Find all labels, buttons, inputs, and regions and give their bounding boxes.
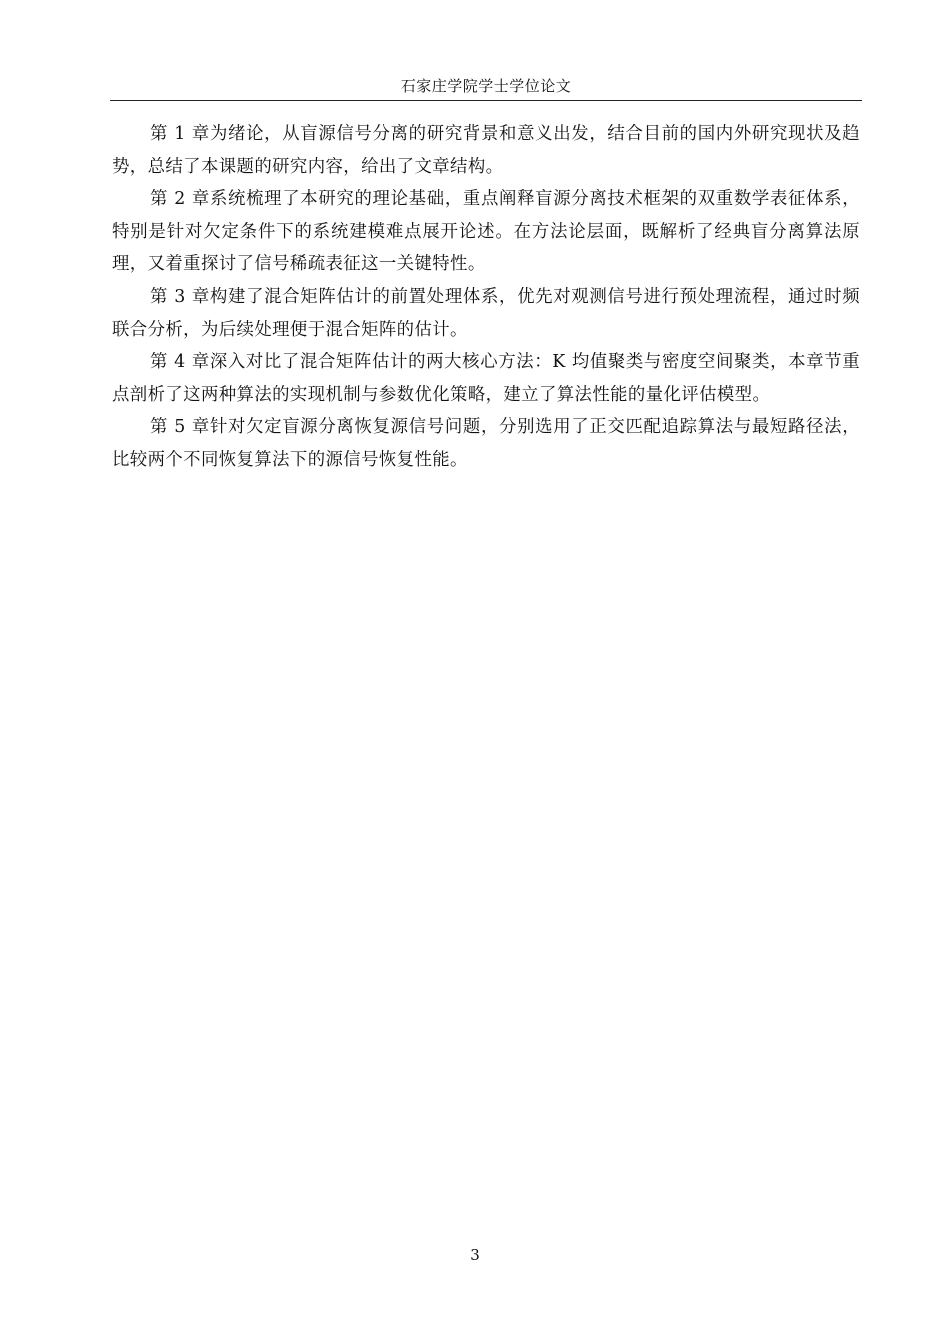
header-rule [110, 100, 862, 101]
page-number: 3 [470, 1246, 480, 1264]
paragraph-chapter-1: 第 1 章为绪论，从盲源信号分离的研究背景和意义出发，结合目前的国内外研究现状及趋势，总结了本课题的研究内容，给出了文章结构。 [112, 124, 860, 177]
paragraph-chapter-2: 第 2 章系统梳理了本研究的理论基础，重点阐释盲源分离技术框架的双重数学表征体系，特别是针对欠定条件下的系统建模难点展开论述。在方法论层面，既解析了经典盲分离算法原理，又着重探讨了信号稀疏表征这一关键特性。 [112, 189, 860, 275]
paragraph-chapter-4: 第 4 章深入对比了混合矩阵估计的两大核心方法：K 均值聚类与密度空间聚类，本章节重点剖析了这两种算法的实现机制与参数优化策略，建立了算法性能的量化评估模型。 [112, 352, 860, 405]
paragraph-chapter-3: 第 3 章构建了混合矩阵估计的前置处理体系，优先对观测信号进行预处理流程，通过时频联合分析，为后续处理便于混合矩阵的估计。 [112, 286, 860, 340]
paragraph-chapter-5: 第 5 章针对欠定盲源分离恢复源信号问题，分别选用了正交匹配追踪算法与最短路径法，比较两个不同恢复算法下的源信号恢复性能。 [112, 417, 860, 470]
running-header: 石家庄学院学士学位论文 [400, 77, 572, 95]
body-text [112, 118, 860, 477]
